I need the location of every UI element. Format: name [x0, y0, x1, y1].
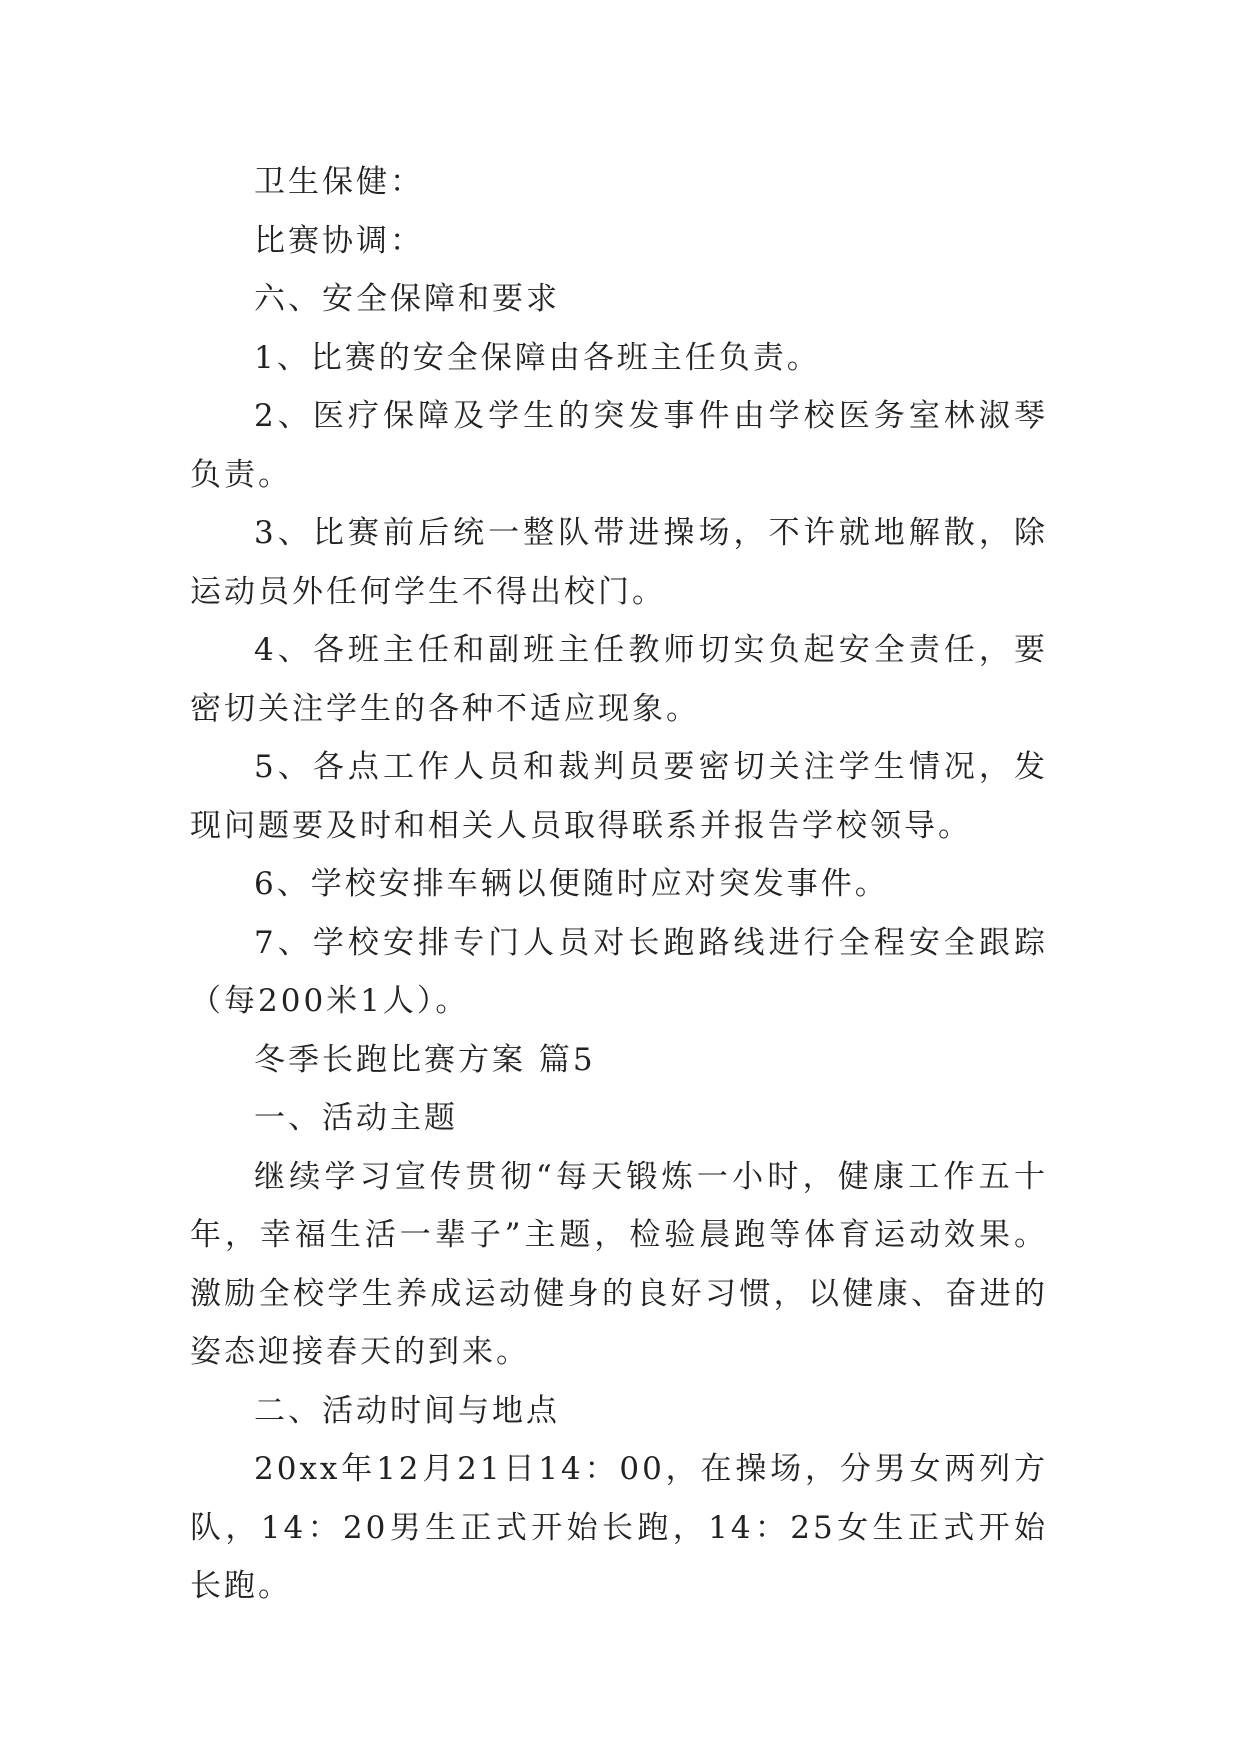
section-heading-safety: 六、安全保障和要求	[254, 281, 560, 317]
section-heading-time-place: 二、活动时间与地点	[254, 1392, 560, 1429]
list-item-7: 7、学校安排专门人员对长跑路线进行全程安全跟踪（每200米1人）。	[190, 924, 1048, 1019]
paragraph-time-place: 20xx年12月21日14：00，在操场，分男女两列方队，14：20男生正式开始长跑，14：25女生正式开始长跑。	[190, 1451, 1048, 1604]
paragraph-theme: 继续学习宣传贯彻“每天锻炼一小时，健康工作五十年，幸福生活一辈子”主题，检验晨跑等体育运动效果。激励全校学生养成运动健身的良好习惯，以健康、奋进的姿态迎接春天的到来。	[190, 1158, 1048, 1370]
list-item-1: 1、比赛的安全保障由各班主任负责。	[254, 339, 821, 376]
paragraph-health: 卫生保健：	[254, 164, 424, 200]
section-heading-theme: 一、活动主题	[254, 1100, 458, 1136]
list-item-2: 2、医疗保障及学生的突发事件由学校医务室林淑琴负责。	[190, 398, 1048, 493]
list-item-4: 4、各班主任和副班主任教师切实负起安全责任，要密切关注学生的各种不适应现象。	[190, 632, 1048, 727]
list-item-5: 5、各点工作人员和裁判员要密切关注学生情况，发现问题要及时和相关人员取得联系并报告学校领导。	[190, 749, 1048, 844]
list-item-3: 3、比赛前后统一整队带进操场，不许就地解散，除运动员外任何学生不得出校门。	[190, 515, 1048, 610]
paragraph-coordination: 比赛协调：	[254, 222, 424, 259]
document-body	[190, 153, 1048, 1616]
list-item-6: 6、学校安排车辆以便随时应对突发事件。	[254, 866, 889, 902]
section-title-plan-5: 冬季长跑比赛方案 篇5	[254, 1041, 596, 1078]
